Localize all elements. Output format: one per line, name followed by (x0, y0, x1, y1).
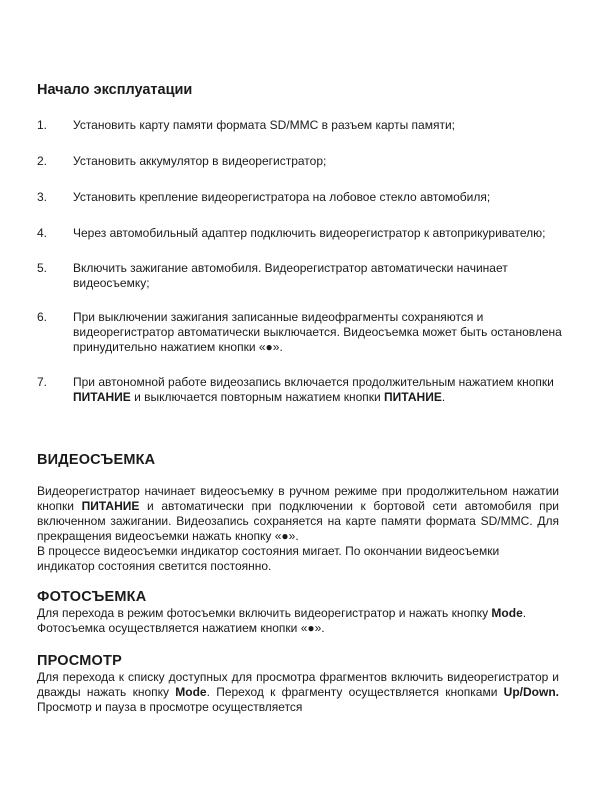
step-text (73, 375, 562, 405)
text-run: Просмотр и пауза в просмотре осуществляется (37, 700, 303, 714)
button-name-mode: Mode (175, 685, 207, 699)
step-number: 6. (37, 310, 48, 324)
text-run: Для перехода в режим фотосъемки включить видеорегистратор и нажать кнопку (37, 606, 492, 620)
photo-paragraph-2: Фотосъемка осуществляется нажатием кнопки «●». (37, 621, 325, 635)
button-name-power: ПИТАНИЕ (384, 390, 442, 404)
button-name-power: ПИТАНИЕ (73, 390, 131, 404)
step-text-part: . (441, 390, 446, 404)
list-item (37, 261, 562, 291)
list-item (37, 226, 562, 241)
list-item (37, 154, 562, 169)
step-text: Установить крепление видеорегистратора на лобовое стекло автомобиля; (73, 190, 491, 204)
step-number: 7. (37, 375, 48, 389)
list-item (37, 375, 562, 405)
start-steps-list (37, 118, 562, 426)
step-text-part: и выключается повторным нажатием кнопки (130, 390, 385, 404)
button-name-up-down: Up/Down. (503, 685, 559, 699)
step-text: Установить аккумулятор в видеорегистратор; (73, 154, 327, 168)
text-run: . Переход к фрагменту осуществляется кнопками (206, 685, 504, 699)
section-title-view: ПРОСМОТР (37, 653, 122, 669)
step-text-part: Включить зажигание автомобиля (73, 261, 259, 275)
step-text-part-bold: . Видеорегистратор автоматически начинает видеосъемку; (73, 261, 508, 290)
list-item (37, 310, 562, 355)
step-number: 5. (37, 261, 48, 275)
step-text-part: При выключении зажигания записанные видеофрагменты сохраняются и видеорегистратор автоматически выключается (73, 310, 484, 339)
list-item (37, 190, 562, 205)
step-text-part: При автономной работе видеозапись включается продолжительным нажатием кнопки (73, 375, 554, 389)
list-item (37, 118, 562, 133)
text-run: Видеорегистратор начинает видеосъемку в ручном режиме при продолжительном нажатии кнопки (37, 484, 559, 513)
photo-paragraph-1 (37, 606, 567, 621)
text-run: Для перехода к списку доступных для просмотра фрагментов включить видеорегистратор и дважды нажать кнопку (37, 670, 559, 699)
step-text (73, 261, 562, 291)
step-number: 1. (37, 118, 48, 132)
button-name-power: ПИТАНИЕ (81, 499, 140, 513)
view-paragraph (37, 670, 559, 715)
video-paragraph-2: В процессе видеосъемки индикатор состояния мигает. По окончании видеосъемки индикатор состояния светится постоянно. (37, 544, 500, 573)
step-number: 2. (37, 154, 48, 168)
step-text-part: . Видеосъемка может быть остановлена принудительно нажатием кнопки «●». (73, 325, 562, 354)
step-number: 4. (37, 226, 48, 240)
video-paragraph-1 (37, 484, 559, 544)
section-title-video: ВИДЕОСЪЕМКА (37, 452, 156, 468)
step-text: Установить карту памяти формата SD/MMC в разъем карты памяти; (73, 118, 456, 132)
step-text: Через автомобильный адаптер подключить видеорегистратор к автоприкуривателю; (73, 226, 546, 240)
step-number: 3. (37, 190, 48, 204)
section-title-photo: ФОТОСЪЕМКА (37, 589, 147, 605)
button-name-mode: Mode (491, 606, 523, 620)
text-run: и автоматически при подключении к бортовой сети автомобиля при включенном зажигании. Видеозапись сохраняется на карте памяти формата SD/MMC. Для прекращения видеосъемки нажать кнопку «●». (37, 499, 559, 543)
step-text (73, 310, 562, 355)
text-run: . (522, 606, 527, 620)
section-title-start: Начало эксплуатации (37, 82, 193, 98)
